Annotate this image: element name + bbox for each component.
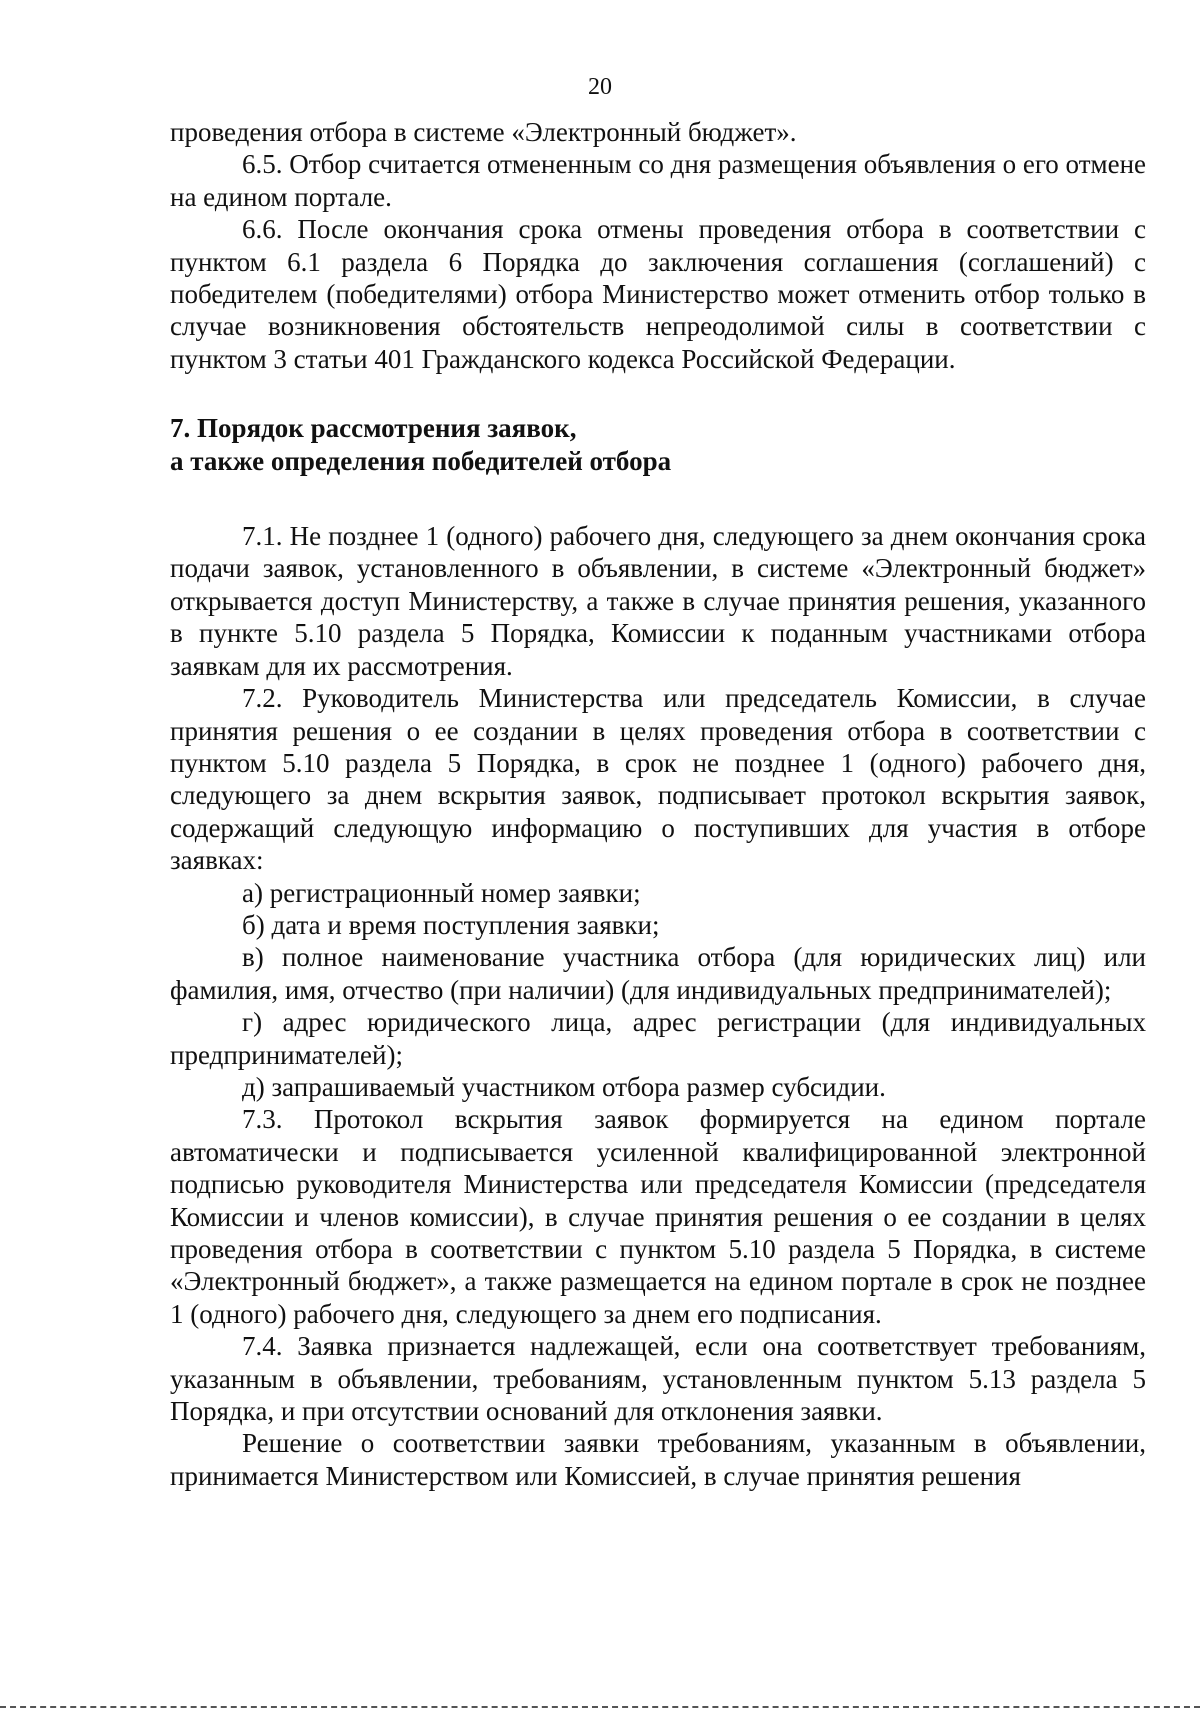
section-heading-line-2: а также определения победителей отбора — [170, 445, 672, 476]
paragraph-7-4: 7.4. Заявка признается надлежащей, если она соответствует требованиям, указанным в объявлении, требованиям, установленным пунктом 5.13 раздела 5 Порядка, и при отсутствии оснований для отклонения заявки. — [170, 1331, 1146, 1427]
page-bottom-edge — [0, 1706, 1200, 1708]
paragraph-7-2: 7.2. Руководитель Министерства или председатель Комиссии, в случае принятия решения о ее создании в целях проведения отбора в соответствии с пунктом 5.10 раздела 5 Порядка, в срок не позднее 1 (одного) рабочего дня, следующего за днем вскрытия заявок, подписывает протокол вскрытия заявок, содержащий следующую информацию о поступивших для участия в отборе заявках: — [170, 683, 1146, 876]
section-heading-line-1: 7. Порядок рассмотрения заявок, — [170, 413, 577, 444]
list-item-a: а) регистрационный номер заявки; — [242, 877, 641, 908]
paragraph-7-1: 7.1. Не позднее 1 (одного) рабочего дня, следующего за днем окончания срока подачи заявок, установленного в объявлении, в системе «Электронный бюджет» открывается доступ Министерству, а также в случае принятия решения, указанного в пункте 5.10 раздела 5 Порядка, Комиссии к поданным участниками отбора заявкам для их рассмотрения. — [170, 521, 1146, 681]
list-item-v: в) полное наименование участника отбора (для юридических лиц) или фамилия, имя, отчество (при наличии) (для индивидуальных предпринимателей); — [170, 942, 1146, 1005]
paragraph-6-5: 6.5. Отбор считается отмененным со дня размещения объявления о его отмене на едином портале. — [170, 149, 1146, 212]
document-body — [170, 116, 1146, 1492]
list-item-d: д) запрашиваемый участником отбора размер субсидии. — [242, 1071, 886, 1102]
paragraph-continuation: проведения отбора в системе «Электронный бюджет». — [170, 117, 797, 147]
list-item-b: б) дата и время поступления заявки; — [242, 909, 660, 940]
list-item-g: г) адрес юридического лица, адрес регистрации (для индивидуальных предпринимателей); — [170, 1007, 1146, 1070]
paragraph-6-6: 6.6. После окончания срока отмены проведения отбора в соответствии с пунктом 6.1 раздела 6 Порядка до заключения соглашения (соглашений) с победителем (победителями) отбора Министерство может отменить отбор только в случае возникновения обстоятельств непреодолимой силы в соответствии с пунктом 3 статьи 401 Гражданского кодекса Российской Федерации. — [170, 214, 1146, 374]
section-7-heading — [170, 412, 1146, 477]
page-number: 20 — [588, 74, 612, 100]
paragraph-7-3: 7.3. Протокол вскрытия заявок формируется на едином портале автоматически и подписывается усиленной квалифицированной электронной подписью руководителя Министерства или председателя Комиссии (председателя Комиссии и членов комиссии), в случае принятия решения о ее создании в целях проведения отбора в соответствии с пунктом 5.10 раздела 5 Порядка, в системе «Электронный бюджет», а также размещается на едином портале в срок не позднее 1 (одного) рабочего дня, следующего за днем его подписания. — [170, 1104, 1146, 1329]
paragraph-decision: Решение о соответствии заявки требованиям, указанным в объявлении, принимается Министерством или Комиссией, в случае принятия решения — [170, 1428, 1146, 1491]
